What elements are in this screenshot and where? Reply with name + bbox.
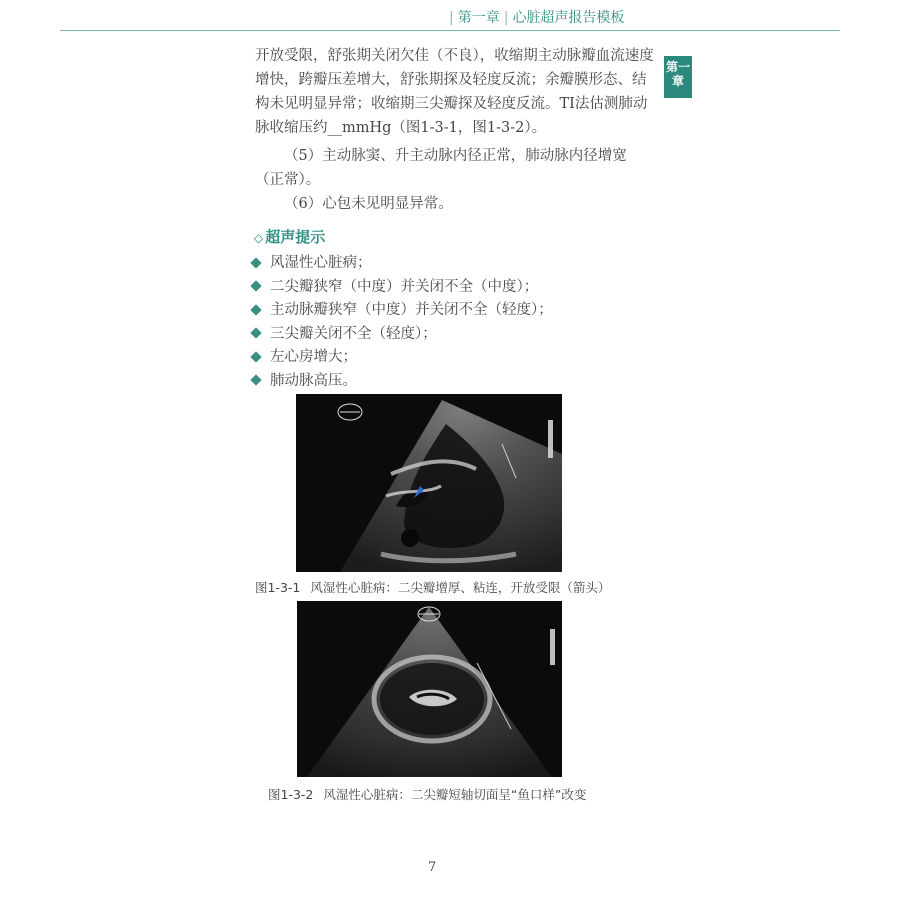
chapter-tab-line2: 章 [671, 74, 684, 88]
chapter-tab [664, 56, 692, 98]
echo-image-1 [296, 394, 562, 572]
figure-caption-text-2: 风湿性心脏病：二尖瓣短轴切面呈“鱼口样”改变 [323, 787, 587, 802]
header-title: 心脏超声报告模板 [512, 10, 625, 26]
list-item: 风湿性心脏病； [248, 252, 553, 276]
diamond-bullet-icon [250, 375, 261, 386]
body-paragraph-2: （5）主动脉窦、升主动脉内径正常，肺动脉内径增宽（正常）。 [255, 148, 627, 188]
running-header: | 第一章 | 心脏超声报告模板 [449, 10, 625, 26]
body-paragraph-1: 开放受限，舒张期关闭欠佳（不良），收缩期主动脉瓣血流速度增快，跨瓣压差增大，舒张期探及轻度反流；余瓣膜形态、结构未见明显异常；收缩期三尖瓣探及轻度反流。TI法估测肺动脉收缩压约__mmHg（图1-3-1，图1-3-2）。 [255, 48, 654, 136]
figure-number-1: 图1-3-1 [255, 580, 301, 595]
figure-caption-2 [268, 785, 586, 803]
section-heading [254, 226, 325, 247]
list-item: 主动脉瓣狭窄（中度）并关闭不全（轻度）； [248, 299, 553, 323]
diamond-bullet-icon [250, 257, 261, 268]
echo-image-2-graphic [297, 601, 562, 777]
diamond-bullet-icon [250, 328, 261, 339]
diagnosis-list [248, 252, 553, 394]
section-heading-text: 超声提示 [265, 228, 326, 246]
header-rule [60, 30, 840, 31]
figure-number-2: 图1-3-2 [268, 787, 314, 802]
figure-caption-1 [255, 578, 610, 596]
diamond-bullet-icon [250, 280, 261, 291]
list-item: 肺动脉高压。 [248, 370, 553, 394]
chapter-tab-line1: 第一 [665, 60, 690, 74]
echo-image-2 [297, 601, 562, 777]
body-paragraph-3: （6）心包未见明显异常。 [284, 196, 453, 212]
diamond-bullet-icon [250, 304, 261, 315]
diamond-bullet-icon [250, 351, 261, 362]
page-number: 7 [428, 860, 437, 875]
diamond-outline-icon: ◇ [254, 231, 264, 245]
figure-caption-text-1: 风湿性心脏病：二尖瓣增厚、粘连，开放受限（箭头） [310, 580, 611, 595]
list-item: 三尖瓣关闭不全（轻度）； [248, 323, 553, 347]
header-chapter: 第一章 [457, 10, 500, 26]
echo-image-1-graphic [296, 394, 562, 572]
list-item: 左心房增大； [248, 346, 553, 370]
list-item: 二尖瓣狭窄（中度）并关闭不全（中度）； [248, 276, 553, 300]
